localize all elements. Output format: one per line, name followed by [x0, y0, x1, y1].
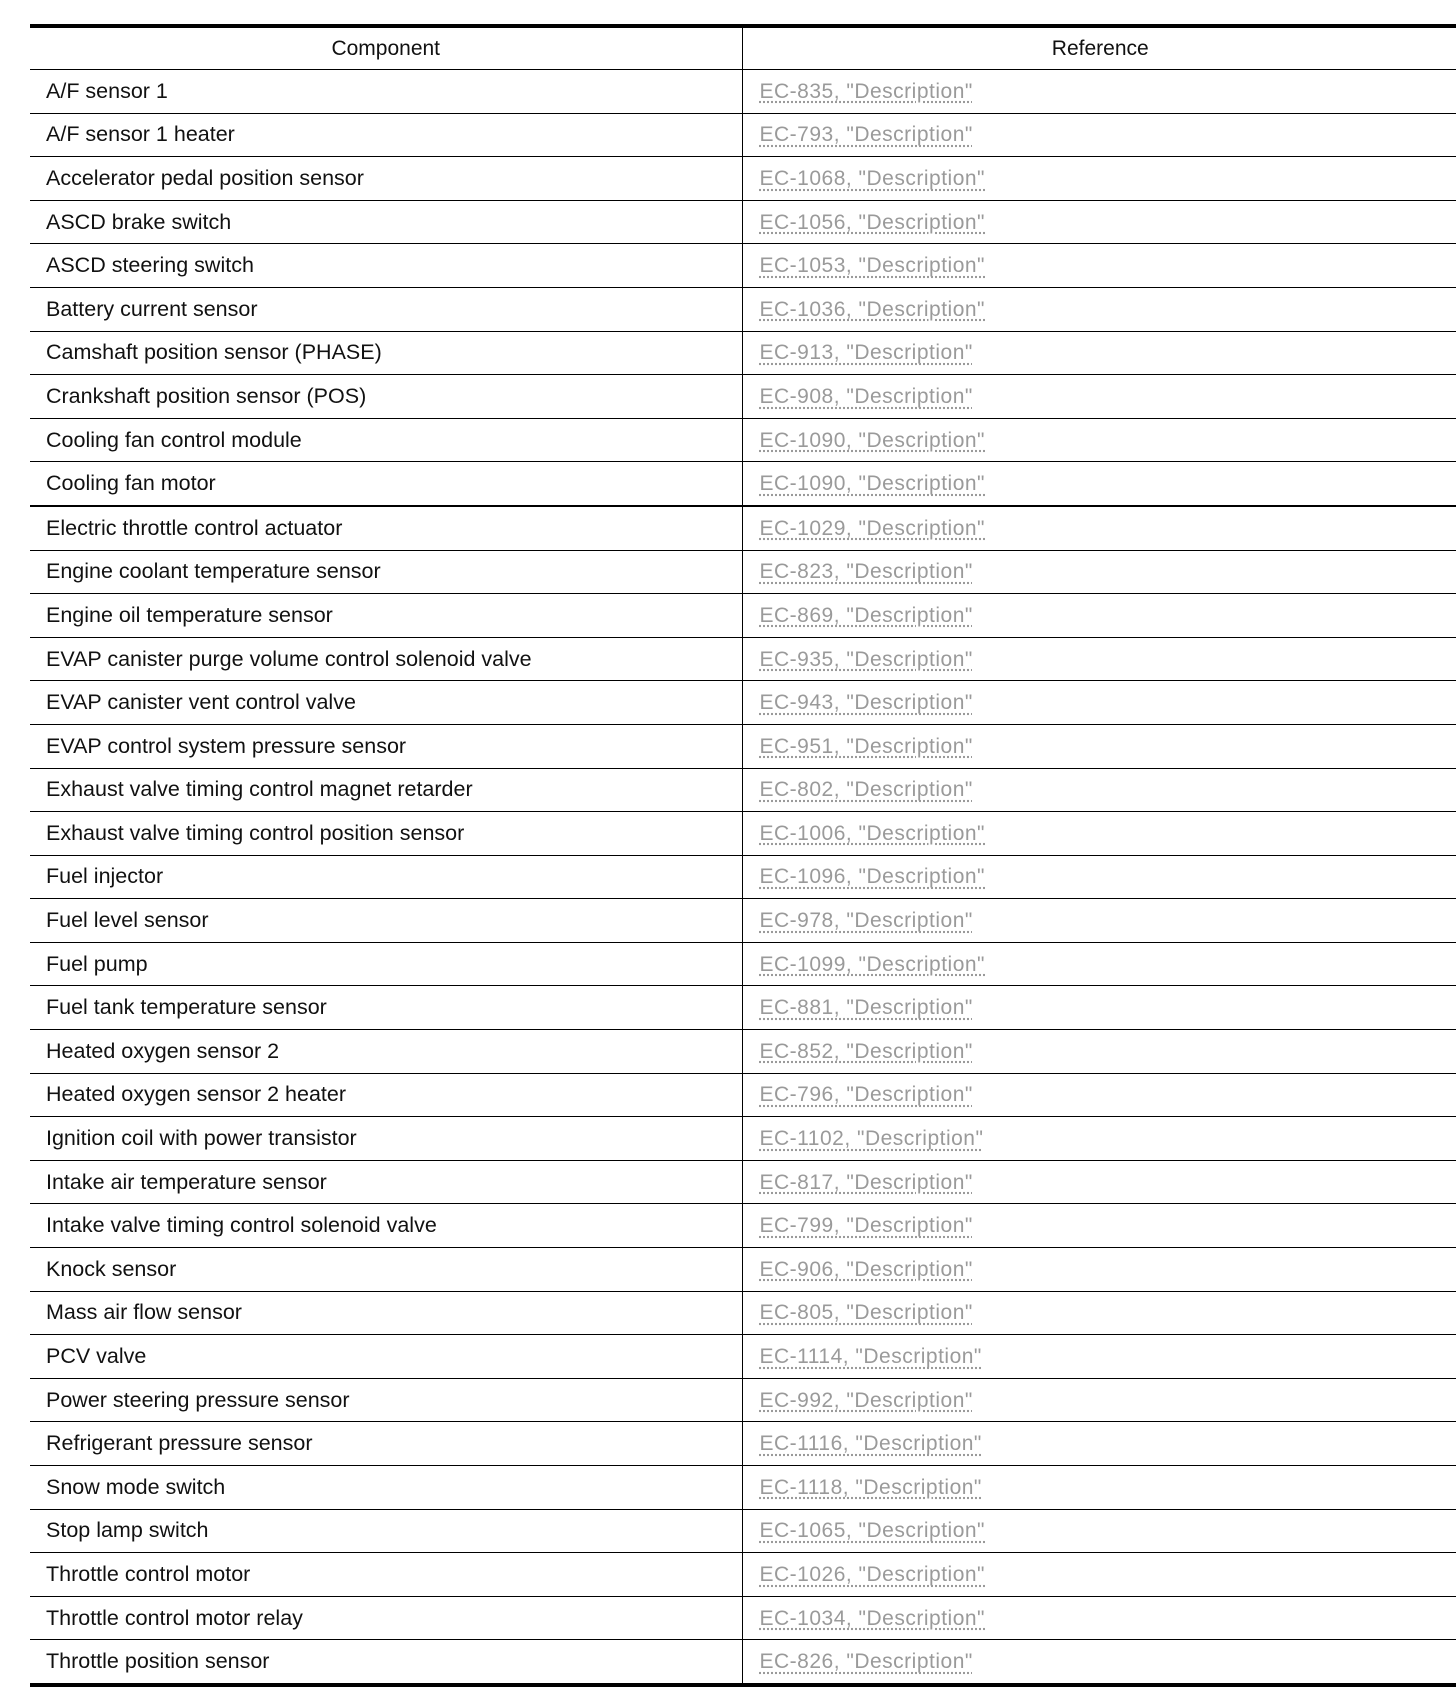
- reference-cell: [742, 157, 1456, 201]
- component-cell: A/F sensor 1: [30, 70, 742, 114]
- table-row: [30, 899, 1456, 943]
- reference-link[interactable]: EC-852, "Description": [759, 1039, 973, 1063]
- reference-link[interactable]: EC-835, "Description": [759, 79, 973, 103]
- table-header: [30, 26, 1456, 70]
- component-cell: Fuel pump: [30, 942, 742, 986]
- reference-link[interactable]: EC-951, "Description": [759, 734, 973, 758]
- component-cell: Throttle control motor: [30, 1553, 742, 1597]
- component-cell: Exhaust valve timing control magnet retarder: [30, 768, 742, 812]
- reference-cell: [742, 244, 1456, 288]
- reference-link[interactable]: EC-1118, "Description": [759, 1475, 982, 1499]
- table-row: [30, 594, 1456, 638]
- component-cell: Stop lamp switch: [30, 1509, 742, 1553]
- reference-link[interactable]: EC-1065, "Description": [759, 1519, 986, 1543]
- reference-link[interactable]: EC-805, "Description": [759, 1301, 973, 1325]
- component-reference-table-container: [30, 24, 1456, 1687]
- reference-cell: [742, 942, 1456, 986]
- component-cell: Refrigerant pressure sensor: [30, 1422, 742, 1466]
- reference-cell: [742, 899, 1456, 943]
- table-row: [30, 681, 1456, 725]
- component-cell: Knock sensor: [30, 1248, 742, 1292]
- reference-cell: [742, 1160, 1456, 1204]
- reference-cell: [742, 1335, 1456, 1379]
- reference-link[interactable]: EC-1099, "Description": [759, 952, 986, 976]
- reference-link[interactable]: EC-1053, "Description": [759, 254, 986, 278]
- table-row: [30, 418, 1456, 462]
- reference-cell: [742, 331, 1456, 375]
- table-row: [30, 812, 1456, 856]
- reference-cell: [742, 1030, 1456, 1074]
- reference-cell: [742, 1073, 1456, 1117]
- component-cell: A/F sensor 1 heater: [30, 113, 742, 157]
- reference-cell: [742, 1466, 1456, 1510]
- reference-link[interactable]: EC-1090, "Description": [759, 428, 986, 452]
- reference-cell: [742, 768, 1456, 812]
- reference-cell: [742, 375, 1456, 419]
- component-cell: Crankshaft position sensor (POS): [30, 375, 742, 419]
- table-row: [30, 375, 1456, 419]
- reference-cell: [742, 594, 1456, 638]
- reference-link[interactable]: EC-943, "Description": [759, 691, 973, 715]
- table-row: [30, 1204, 1456, 1248]
- reference-cell: [742, 812, 1456, 856]
- reference-link[interactable]: EC-978, "Description": [759, 909, 973, 933]
- reference-link[interactable]: EC-992, "Description": [759, 1388, 973, 1412]
- table-row: [30, 1030, 1456, 1074]
- component-cell: Heated oxygen sensor 2: [30, 1030, 742, 1074]
- table-row: [30, 1073, 1456, 1117]
- reference-cell: [742, 550, 1456, 594]
- reference-cell: [742, 681, 1456, 725]
- table-row: [30, 1509, 1456, 1553]
- table-body: [30, 70, 1456, 1685]
- table-row: [30, 113, 1456, 157]
- reference-link[interactable]: EC-1090, "Description": [759, 472, 986, 496]
- component-cell: EVAP control system pressure sensor: [30, 724, 742, 768]
- reference-link[interactable]: EC-793, "Description": [759, 123, 973, 147]
- table-row: [30, 1335, 1456, 1379]
- table-row: [30, 724, 1456, 768]
- reference-link[interactable]: EC-817, "Description": [759, 1170, 973, 1194]
- reference-cell: [742, 1378, 1456, 1422]
- component-cell: Fuel tank temperature sensor: [30, 986, 742, 1030]
- reference-link[interactable]: EC-908, "Description": [759, 384, 973, 408]
- component-cell: Engine coolant temperature sensor: [30, 550, 742, 594]
- reference-link[interactable]: EC-869, "Description": [759, 603, 973, 627]
- table-row: [30, 1640, 1456, 1685]
- reference-cell: [742, 1422, 1456, 1466]
- reference-link[interactable]: EC-881, "Description": [759, 996, 973, 1020]
- component-cell: Cooling fan control module: [30, 418, 742, 462]
- reference-cell: [742, 1291, 1456, 1335]
- table-row: [30, 1160, 1456, 1204]
- reference-cell: [742, 1509, 1456, 1553]
- reference-cell: [742, 986, 1456, 1030]
- table-row: [30, 1596, 1456, 1640]
- reference-cell: [742, 506, 1456, 550]
- reference-link[interactable]: EC-1036, "Description": [759, 297, 986, 321]
- component-cell: Camshaft position sensor (PHASE): [30, 331, 742, 375]
- table-row: [30, 637, 1456, 681]
- table-row: [30, 768, 1456, 812]
- component-cell: Cooling fan motor: [30, 462, 742, 506]
- component-cell: Throttle control motor relay: [30, 1596, 742, 1640]
- table-row: [30, 331, 1456, 375]
- table-row: [30, 1466, 1456, 1510]
- reference-link[interactable]: EC-1096, "Description": [759, 865, 986, 889]
- table-row: [30, 1422, 1456, 1466]
- component-cell: Snow mode switch: [30, 1466, 742, 1510]
- component-cell: EVAP canister purge volume control solenoid valve: [30, 637, 742, 681]
- reference-cell: [742, 1640, 1456, 1685]
- reference-link[interactable]: EC-1006, "Description": [759, 821, 986, 845]
- table-row: [30, 550, 1456, 594]
- component-cell: ASCD steering switch: [30, 244, 742, 288]
- reference-link[interactable]: EC-823, "Description": [759, 560, 973, 584]
- reference-link[interactable]: EC-1116, "Description": [759, 1432, 982, 1456]
- component-cell: Heated oxygen sensor 2 heater: [30, 1073, 742, 1117]
- component-cell: ASCD brake switch: [30, 200, 742, 244]
- table-row: [30, 157, 1456, 201]
- table-row: [30, 986, 1456, 1030]
- reference-link[interactable]: EC-1102, "Description": [759, 1127, 984, 1151]
- component-cell: Intake valve timing control solenoid valve: [30, 1204, 742, 1248]
- component-cell: Fuel injector: [30, 855, 742, 899]
- reference-link[interactable]: EC-913, "Description": [759, 341, 973, 365]
- component-cell: Engine oil temperature sensor: [30, 594, 742, 638]
- table-row: [30, 287, 1456, 331]
- reference-cell: [742, 724, 1456, 768]
- table-row: [30, 462, 1456, 506]
- table-row: [30, 200, 1456, 244]
- reference-cell: [742, 1248, 1456, 1292]
- reference-cell: [742, 855, 1456, 899]
- table-row: [30, 506, 1456, 550]
- table-row: [30, 1117, 1456, 1161]
- reference-link[interactable]: EC-796, "Description": [759, 1083, 973, 1107]
- reference-cell: [742, 200, 1456, 244]
- reference-cell: [742, 1117, 1456, 1161]
- reference-cell: [742, 287, 1456, 331]
- reference-link[interactable]: EC-1068, "Description": [759, 166, 986, 190]
- reference-cell: [742, 1596, 1456, 1640]
- table-row: [30, 855, 1456, 899]
- reference-cell: [742, 1204, 1456, 1248]
- reference-link[interactable]: EC-826, "Description": [759, 1650, 973, 1674]
- reference-link[interactable]: EC-935, "Description": [759, 647, 973, 671]
- reference-link[interactable]: EC-802, "Description": [759, 778, 973, 802]
- component-cell: Fuel level sensor: [30, 899, 742, 943]
- component-cell: Accelerator pedal position sensor: [30, 157, 742, 201]
- reference-link[interactable]: EC-1026, "Description": [759, 1562, 986, 1586]
- table-row: [30, 1291, 1456, 1335]
- reference-cell: [742, 637, 1456, 681]
- reference-cell: [742, 113, 1456, 157]
- reference-link[interactable]: EC-906, "Description": [759, 1257, 973, 1281]
- table-row: [30, 1553, 1456, 1597]
- reference-link[interactable]: EC-1056, "Description": [759, 210, 986, 234]
- component-column-header: Component: [30, 26, 742, 70]
- table-row: [30, 1378, 1456, 1422]
- reference-cell: [742, 70, 1456, 114]
- component-reference-table: [30, 24, 1456, 1687]
- component-cell: Throttle position sensor: [30, 1640, 742, 1685]
- reference-link[interactable]: EC-1114, "Description": [759, 1345, 982, 1369]
- reference-link[interactable]: EC-1029, "Description": [759, 516, 986, 540]
- component-cell: Battery current sensor: [30, 287, 742, 331]
- component-cell: Intake air temperature sensor: [30, 1160, 742, 1204]
- component-cell: Mass air flow sensor: [30, 1291, 742, 1335]
- component-cell: EVAP canister vent control valve: [30, 681, 742, 725]
- header-row: [30, 26, 1456, 70]
- table-row: [30, 1248, 1456, 1292]
- reference-link[interactable]: EC-1034, "Description": [759, 1606, 986, 1630]
- reference-cell: [742, 1553, 1456, 1597]
- table-row: [30, 942, 1456, 986]
- component-cell: Electric throttle control actuator: [30, 506, 742, 550]
- component-cell: Exhaust valve timing control position sensor: [30, 812, 742, 856]
- reference-cell: [742, 462, 1456, 506]
- table-row: [30, 244, 1456, 288]
- component-cell: PCV valve: [30, 1335, 742, 1379]
- reference-link[interactable]: EC-799, "Description": [759, 1214, 973, 1238]
- component-cell: Ignition coil with power transistor: [30, 1117, 742, 1161]
- reference-column-header: Reference: [742, 26, 1456, 70]
- component-cell: Power steering pressure sensor: [30, 1378, 742, 1422]
- table-row: [30, 70, 1456, 114]
- reference-cell: [742, 418, 1456, 462]
